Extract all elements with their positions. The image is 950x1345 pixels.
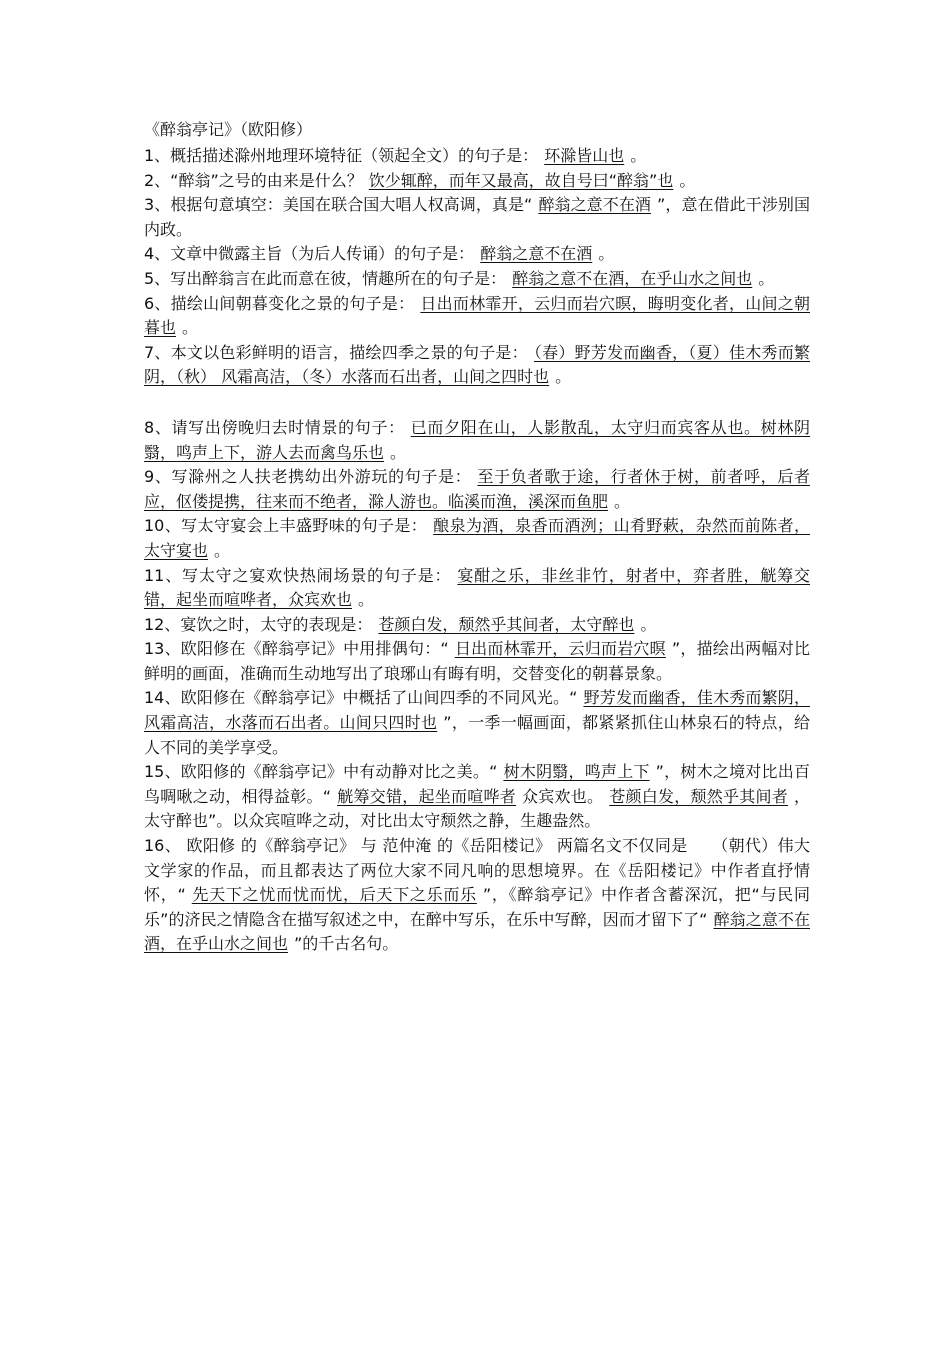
question-11: [144, 564, 810, 613]
answer-text: 酿泉为酒，泉香而酒洌；山肴野蔌，杂然而前陈者，太守宴也: [144, 516, 810, 560]
question-prompt: 12、宴饮之时，太守的表现是：: [144, 614, 373, 634]
answer-text: 日出而林霏开，云归而岩穴暝: [454, 639, 666, 659]
question-suffix: 。: [640, 614, 657, 634]
answer-text: 宴酣之乐，非丝非竹，射者中，弈者胜，觥筹交错，起坐而喧哗者，众宾欢也: [144, 565, 810, 610]
question-6: [144, 292, 810, 341]
question-prompt: 5、写出醉翁言在此而意在彼，情趣所在的句子是：: [144, 268, 507, 288]
document-title: 《醉翁亭记》（欧阳修）: [144, 120, 313, 139]
question-suffix: ”，一季一幅画面，都紧紧抓住山林泉石的特点，给人不同的美学享受。: [144, 713, 810, 757]
question-prompt: 16、 欧阳修 的《醉翁亭记》 与 范仲淹 的《岳阳楼记》 两篇名文不仅同是 （朝代）伟大文学家的作品，而且都表达了两位大家不同凡响的思想境界。在《岳阳楼记》中作者直抒情怀，“: [144, 836, 810, 905]
question-suffix: ”的千古名句。: [294, 934, 399, 954]
answer-text: 日出而林霏开，云归而岩穴暝，晦明变化者，山间之朝暮也: [144, 293, 810, 338]
answer-text: 醉翁之意不在酒: [538, 195, 651, 215]
question-3: [144, 193, 810, 242]
question-5: [144, 267, 810, 292]
question-10: [144, 514, 810, 563]
question-15: [144, 760, 810, 834]
question-prompt: 9、写滁州之人扶老携幼出外游玩的句子是：: [144, 467, 472, 487]
question-suffix: 。: [214, 540, 231, 560]
answer-text: 苍颜白发，颓然乎其间者，太守醉也: [378, 614, 635, 634]
question-prompt: 13、欧阳修在《醉翁亭记》中用排偶句：“: [144, 639, 449, 659]
question-suffix: 。: [614, 491, 631, 511]
question-8: [144, 416, 810, 465]
question-1: [144, 144, 810, 169]
question-prompt: 3、根据句意填空：美国在联合国大唱人权高调，真是“: [144, 195, 533, 215]
question-suffix: 。: [758, 268, 775, 288]
question-prompt: 11、写太守之宴欢快热闹场景的句子是：: [144, 565, 452, 585]
question-7: [144, 341, 810, 390]
question-13: [144, 637, 810, 686]
question-prompt: 6、描绘山间朝暮变化之景的句子是：: [144, 293, 415, 313]
answer-text: 先天下之忧而忧而忧，后天下之乐而乐: [191, 885, 477, 905]
question-16: [144, 834, 810, 957]
question-suffix: ”，《醉翁亭记》中作者含蓄深沉，把“与民同乐”的济民之情隐含在描写叙述之中，在醉中写乐，在乐中写醉，因而才留下了“: [144, 885, 810, 929]
question-suffix: 众宾欢也。: [521, 786, 604, 806]
question-suffix: ，太守醉也”。以众宾喧哗之动，对比出太守颓然之静，生趣盎然。: [144, 786, 810, 831]
question-prompt: 2、“醉翁”之号的由来是什么？: [144, 170, 363, 190]
answer-text: 觥筹交错，起坐而喧哗者: [337, 786, 516, 806]
question-9: [144, 465, 810, 514]
question-prompt: 15、欧阳修的《醉翁亭记》中有动静对比之美。“: [144, 762, 498, 782]
answer-text: 醉翁之意不在酒，在乎山水之间也: [144, 909, 810, 954]
question-prompt: 1、概括描述滁州地理环境特征（领起全文）的句子是：: [144, 146, 539, 165]
question-prompt: 10、写太守宴会上丰盛野味的句子是：: [144, 516, 428, 536]
answer-text: 饮少辄醉，而年又最高，故自号曰“醉翁”也: [368, 170, 674, 190]
question-14: [144, 686, 810, 760]
question-suffix: 。: [598, 244, 615, 264]
question-4: [144, 242, 810, 267]
question-suffix: 。: [182, 318, 199, 338]
question-suffix: ”，树木之境对比出百鸟啁啾之动，相得益彰。“: [144, 762, 810, 806]
question-prompt: 8、请写出傍晚归去时情景的句子：: [144, 417, 405, 437]
answer-text: （春）野芳发而幽香，（夏）佳木秀而繁阴，（秋） 风霜高洁，（冬）水落而石出者，山间之四时也: [144, 342, 810, 387]
question-2: [144, 169, 810, 194]
question-suffix: 。: [358, 590, 375, 610]
question-suffix: ”，意在借此干涉别国内政。: [144, 195, 810, 239]
answer-text: 树木阴翳，鸣声上下: [503, 762, 650, 782]
question-suffix: 。: [630, 146, 647, 165]
answer-text: 野芳发而幽香，佳木秀而繁阴，风霜高洁，水落而石出者。山间只四时也: [144, 688, 810, 733]
answer-text: 醉翁之意不在酒: [480, 244, 593, 264]
question-prompt: 7、本文以色彩鲜明的语言，描绘四季之景的句子是：: [144, 342, 528, 362]
question-prompt: 14、欧阳修在《醉翁亭记》中概括了山间四季的不同风光。“: [144, 688, 578, 708]
answer-text: 苍颜白发，颓然乎其间者: [609, 786, 788, 806]
answer-text: 环滁皆山也: [544, 146, 625, 165]
question-suffix: 。: [555, 367, 572, 387]
question-suffix: 。: [679, 170, 696, 190]
answer-text: 至于负者歌于途，行者休于树，前者呼，后者应，伛偻提携，往来而不绝者，滁人游也。临溪而渔，溪深而鱼肥: [144, 467, 810, 511]
question-12: [144, 613, 810, 638]
question-prompt: 4、文章中微露主旨（为后人传诵）的句子是：: [144, 244, 475, 264]
question-suffix: 。: [390, 442, 407, 462]
answer-text: 醉翁之意不在酒，在乎山水之间也: [512, 268, 753, 288]
question-suffix: ”，描绘出两幅对比鲜明的画面，准确而生动地写出了琅琊山有晦有明，交替变化的朝暮景象。: [144, 639, 810, 683]
answer-text: 已而夕阳在山，人影散乱，太守归而宾客从也。树林阴翳，鸣声上下，游人去而禽鸟乐也: [144, 417, 810, 462]
